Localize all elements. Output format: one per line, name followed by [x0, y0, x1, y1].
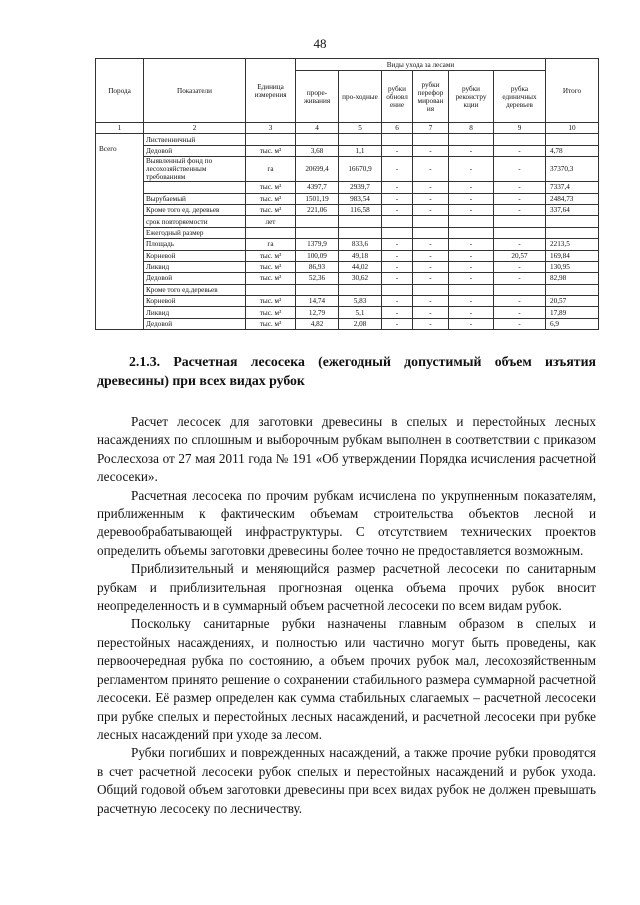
- indicator-cell: Лиственничный: [144, 134, 246, 145]
- value-cell: -: [413, 261, 449, 272]
- paragraph: Расчетная лесосека по прочим рубкам исчислена по укрупненным показателям, приближенным к фактическим объемам строительства объектов лесной и деревообрабатывающей инфраструктуры. С отсутствием технических проектов определить объемы заготовки древесины более точно не предоставляется возможным.: [97, 487, 596, 558]
- value-cell: -: [413, 182, 449, 193]
- value-cell: [339, 227, 382, 238]
- value-cell: 983,54: [339, 193, 382, 204]
- unit-cell: [246, 227, 296, 238]
- unit-cell: [246, 284, 296, 295]
- value-cell: -: [449, 239, 494, 250]
- unit-cell: тыс. м³: [246, 145, 296, 156]
- value-cell: 49,18: [339, 250, 382, 261]
- total-cell: 2484,73: [546, 193, 599, 204]
- header-care-type: рубки обновл ение: [382, 71, 413, 123]
- value-cell: -: [494, 296, 546, 307]
- total-cell: 37370,3: [546, 157, 599, 182]
- value-cell: -: [382, 318, 413, 329]
- table-row: [96, 216, 599, 227]
- value-cell: -: [382, 296, 413, 307]
- value-cell: -: [494, 157, 546, 182]
- value-cell: -: [413, 296, 449, 307]
- forest-care-table: [95, 58, 599, 330]
- indicator-cell: Ликвид: [144, 261, 246, 272]
- table-row: [96, 318, 599, 329]
- table-row: [96, 145, 599, 156]
- table-row: [96, 157, 599, 182]
- header-unit: Единица измерения: [246, 59, 296, 123]
- value-cell: 12,79: [296, 307, 339, 318]
- paragraph: Приблизительный и меняющийся размер расчетной лесосеки по санитарным рубкам и приблизительная прогнозная оценка объема прочих рубок вносит неопределенность и в суммарный объем расчетной лесосеки по всем видам рубок.: [97, 561, 596, 614]
- table-row: [96, 250, 599, 261]
- value-cell: -: [449, 307, 494, 318]
- value-cell: -: [382, 261, 413, 272]
- column-number: 5: [339, 123, 382, 134]
- indicator-cell: Корневой: [144, 296, 246, 307]
- value-cell: [449, 227, 494, 238]
- unit-cell: тыс. м³: [246, 273, 296, 284]
- value-cell: -: [413, 157, 449, 182]
- table-row: [96, 273, 599, 284]
- unit-cell: тыс. м³: [246, 318, 296, 329]
- value-cell: -: [413, 239, 449, 250]
- indicator-cell: срок повторяемости: [144, 216, 246, 227]
- value-cell: [382, 216, 413, 227]
- value-cell: -: [382, 250, 413, 261]
- column-number: 6: [382, 123, 413, 134]
- value-cell: -: [413, 250, 449, 261]
- total-cell: [546, 216, 599, 227]
- indicator-cell: Дедовой: [144, 145, 246, 156]
- value-cell: -: [382, 145, 413, 156]
- value-cell: -: [382, 182, 413, 193]
- unit-cell: га: [246, 157, 296, 182]
- indicator-cell: Дедовой: [144, 273, 246, 284]
- indicator-cell: Корневой: [144, 250, 246, 261]
- indicator-cell: Вырубаемый: [144, 193, 246, 204]
- total-cell: 337,64: [546, 204, 599, 215]
- value-cell: -: [413, 307, 449, 318]
- header-total: Итого: [546, 59, 599, 123]
- value-cell: 30,62: [339, 273, 382, 284]
- value-cell: -: [494, 239, 546, 250]
- total-cell: [546, 227, 599, 238]
- table-body: [96, 123, 599, 330]
- value-cell: [494, 216, 546, 227]
- table-row: [96, 182, 599, 193]
- unit-cell: тыс. м³: [246, 250, 296, 261]
- value-cell: -: [449, 145, 494, 156]
- unit-cell: тыс. м³: [246, 204, 296, 215]
- total-cell: [546, 134, 599, 145]
- value-cell: -: [382, 193, 413, 204]
- column-number: 10: [546, 123, 599, 134]
- value-cell: -: [449, 273, 494, 284]
- total-cell: 17,89: [546, 307, 599, 318]
- unit-cell: тыс. м³: [246, 296, 296, 307]
- header-care-type: про-ходные: [339, 71, 382, 123]
- value-cell: [382, 134, 413, 145]
- value-cell: -: [449, 157, 494, 182]
- value-cell: -: [449, 296, 494, 307]
- value-cell: -: [449, 204, 494, 215]
- total-cell: 82,98: [546, 273, 599, 284]
- value-cell: -: [449, 193, 494, 204]
- value-cell: 86,93: [296, 261, 339, 272]
- value-cell: -: [413, 204, 449, 215]
- header-care-types: Виды ухода за лесами: [296, 59, 546, 71]
- value-cell: -: [494, 193, 546, 204]
- value-cell: 16670,9: [339, 157, 382, 182]
- page-number: 48: [313, 36, 327, 51]
- table-row: [96, 193, 599, 204]
- value-cell: 5,1: [339, 307, 382, 318]
- value-cell: -: [449, 318, 494, 329]
- value-cell: -: [449, 182, 494, 193]
- unit-cell: лет: [246, 216, 296, 227]
- value-cell: [413, 216, 449, 227]
- body-text: [97, 413, 596, 818]
- header-care-type: рубка единичных деревьев: [494, 71, 546, 123]
- value-cell: [296, 227, 339, 238]
- value-cell: 1379,9: [296, 239, 339, 250]
- unit-cell: тыс. м³: [246, 307, 296, 318]
- value-cell: -: [494, 204, 546, 215]
- value-cell: -: [413, 273, 449, 284]
- column-number: 8: [449, 123, 494, 134]
- total-cell: 169,84: [546, 250, 599, 261]
- value-cell: [296, 134, 339, 145]
- value-cell: 4397,7: [296, 182, 339, 193]
- value-cell: -: [494, 273, 546, 284]
- table-row: [96, 204, 599, 215]
- indicator-cell: Выявленный фонд по лесохозяйственным требованиям: [144, 157, 246, 182]
- paragraph: Поскольку санитарные рубки назначены главным образом в спелых и перестойных насаждениях, и полностью или частично могут быть проведены, как первоочередная рубка по состоянию, а объем прочих рубок мал, лесохозяйственным регламентом принято решение о сохранении стабильного размера суммарной расчетной лесосеки. Её размер определен как сумма стабильных слагаемых – расчетной лесосеки при рубке спелых и перестойных лесных насаждений, и расчетной лесосеки при рубке лесных насаждений при уходе за лесом.: [97, 616, 596, 742]
- value-cell: [494, 134, 546, 145]
- value-cell: 116,58: [339, 204, 382, 215]
- value-cell: 221,06: [296, 204, 339, 215]
- unit-cell: тыс. м³: [246, 182, 296, 193]
- table-row: [96, 296, 599, 307]
- value-cell: 5,83: [339, 296, 382, 307]
- value-cell: -: [382, 204, 413, 215]
- breed-label: Всего: [99, 145, 117, 154]
- value-cell: [494, 227, 546, 238]
- value-cell: 2939,7: [339, 182, 382, 193]
- value-cell: 3,68: [296, 145, 339, 156]
- value-cell: -: [494, 145, 546, 156]
- value-cell: [382, 227, 413, 238]
- value-cell: -: [494, 261, 546, 272]
- paragraph: Расчет лесосек для заготовки древесины в спелых и перестойных лесных насаждениях по сплошным и выборочным рубкам выполнен в соответствии с приказом Рослесхоза от 27 мая 2011 года № 191 «Об утверждении Порядка исчисления расчетной лесосеки».: [97, 414, 596, 485]
- header-care-type: рубки реконстру кции: [449, 71, 494, 123]
- value-cell: 4,82: [296, 318, 339, 329]
- unit-cell: га: [246, 239, 296, 250]
- value-cell: 14,74: [296, 296, 339, 307]
- total-cell: 4,78: [546, 145, 599, 156]
- column-number: 4: [296, 123, 339, 134]
- column-number-row: [96, 123, 599, 134]
- value-cell: 52,36: [296, 273, 339, 284]
- column-number: 2: [144, 123, 246, 134]
- indicator-cell: Дедовой: [144, 318, 246, 329]
- paragraph: Рубки погибших и поврежденных насаждений, а также прочие рубки проводятся в счет расчетной лесосеки рубок спелых и перестойных насаждений и рубок ухода. Общий годовой объем заготовки древесины при всех видах рубок не должен превышать расчетную лесосеку по лесничеству.: [97, 745, 596, 816]
- indicator-cell: Кроме того ед.деревьев: [144, 284, 246, 295]
- table-row: [96, 284, 599, 295]
- value-cell: -: [382, 239, 413, 250]
- table-row: [96, 134, 599, 145]
- section-heading: 2.1.3. Расчетная лесосека (ежегодный допустимый объем изъятия древесины) при всех видах рубок: [97, 354, 596, 388]
- header-care-type: прорe-живания: [296, 71, 339, 123]
- value-cell: -: [382, 273, 413, 284]
- total-cell: 2213,5: [546, 239, 599, 250]
- table-row: [96, 307, 599, 318]
- value-cell: [449, 216, 494, 227]
- value-cell: 2,08: [339, 318, 382, 329]
- value-cell: [449, 134, 494, 145]
- total-cell: 6,9: [546, 318, 599, 329]
- header-breed: Порода: [96, 59, 144, 123]
- value-cell: 1,1: [339, 145, 382, 156]
- value-cell: 20,57: [494, 250, 546, 261]
- value-cell: [296, 216, 339, 227]
- value-cell: -: [413, 193, 449, 204]
- value-cell: 1501,19: [296, 193, 339, 204]
- column-number: 9: [494, 123, 546, 134]
- value-cell: -: [413, 145, 449, 156]
- unit-cell: [246, 134, 296, 145]
- value-cell: 20699,4: [296, 157, 339, 182]
- column-number: 3: [246, 123, 296, 134]
- indicator-cell: Площадь: [144, 239, 246, 250]
- indicator-cell: Кроме того ед. деревьев: [144, 204, 246, 215]
- value-cell: [449, 284, 494, 295]
- value-cell: -: [382, 307, 413, 318]
- table-row: [96, 239, 599, 250]
- value-cell: -: [494, 318, 546, 329]
- value-cell: -: [494, 182, 546, 193]
- value-cell: [339, 216, 382, 227]
- value-cell: 44,02: [339, 261, 382, 272]
- value-cell: -: [494, 307, 546, 318]
- column-number: 7: [413, 123, 449, 134]
- value-cell: -: [382, 157, 413, 182]
- indicator-cell: Ликвид: [144, 307, 246, 318]
- value-cell: [494, 284, 546, 295]
- value-cell: [413, 227, 449, 238]
- value-cell: [413, 284, 449, 295]
- value-cell: -: [413, 318, 449, 329]
- indicator-cell: [144, 182, 246, 193]
- value-cell: -: [449, 261, 494, 272]
- unit-cell: тыс. м³: [246, 193, 296, 204]
- value-cell: [339, 284, 382, 295]
- value-cell: 833,6: [339, 239, 382, 250]
- value-cell: -: [449, 250, 494, 261]
- total-cell: 130,95: [546, 261, 599, 272]
- total-cell: 7337,4: [546, 182, 599, 193]
- indicator-cell: Ежегодный размер: [144, 227, 246, 238]
- value-cell: [339, 134, 382, 145]
- header-care-type: рубки перефор мирован ия: [413, 71, 449, 123]
- value-cell: [296, 284, 339, 295]
- total-cell: 20,57: [546, 296, 599, 307]
- breed-cell: [96, 134, 144, 330]
- header-indicators: Показатели: [144, 59, 246, 123]
- table-row: [96, 227, 599, 238]
- total-cell: [546, 284, 599, 295]
- unit-cell: тыс. м³: [246, 261, 296, 272]
- value-cell: [382, 284, 413, 295]
- value-cell: 100,09: [296, 250, 339, 261]
- table-row: [96, 261, 599, 272]
- column-number: 1: [96, 123, 144, 134]
- value-cell: [413, 134, 449, 145]
